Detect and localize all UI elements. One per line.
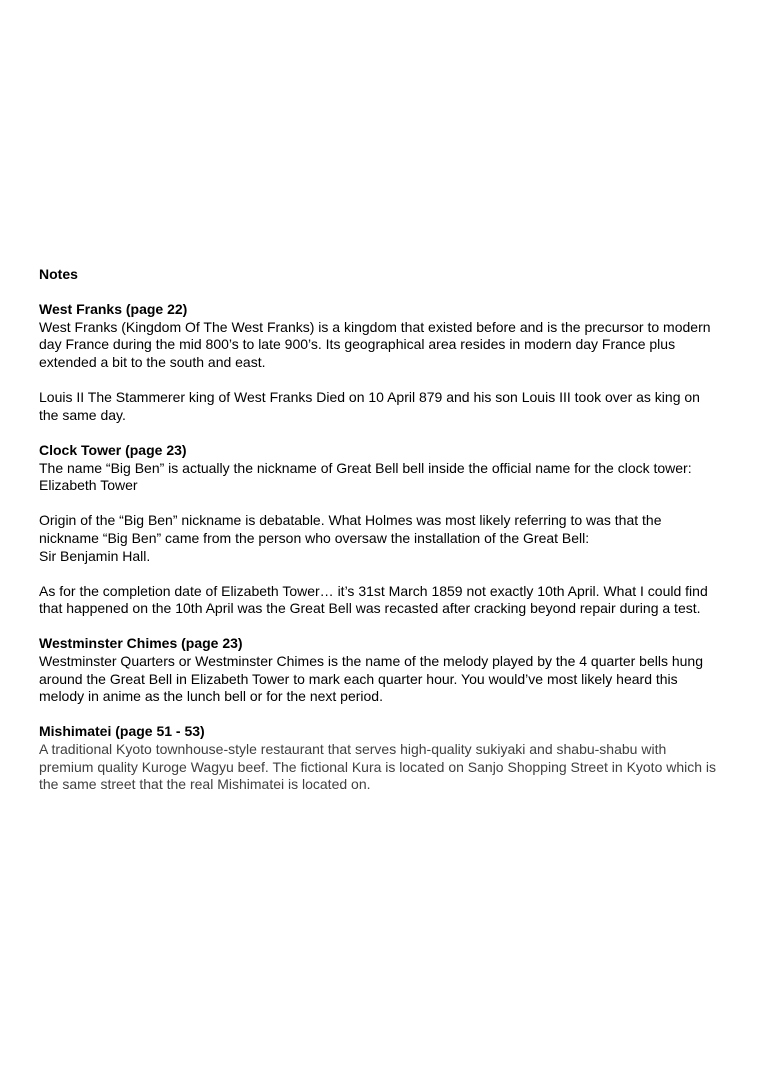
section-paragraph: West Franks (Kingdom Of The West Franks) is a kingdom that existed before and is the precursor to modern day France during the mid 800’s to late 900’s. Its geographical area resides in modern day France plus extended a bit to the south and east. <box>39 318 711 370</box>
section-heading: Clock Tower (page 23) <box>39 441 187 458</box>
section-westminster-chimes <box>39 635 723 705</box>
section-paragraph: Westminster Quarters or Westminster Chimes is the name of the melody played by the 4 quarter bells hung around the Great Bell in Elizabeth Tower to mark each quarter hour. You would’ve most likely heard this melody in anime as the lunch bell or for the next period. <box>39 653 704 705</box>
section-paragraph: Origin of the “Big Ben” nickname is debatable. What Holmes was most likely referring to was that the nickname “Big Ben” came from the person who oversaw the installation of the Great Bell: <box>39 512 662 546</box>
section-paragraph: The name “Big Ben” is actually the nickname of Great Bell bell inside the official name for the clock tower: Elizabeth Tower <box>39 459 692 494</box>
section-heading: West Franks (page 22) <box>39 301 188 318</box>
section-clock-tower <box>39 442 723 618</box>
section-mishimatei <box>39 723 723 793</box>
section-heading: Mishimatei (page 51 - 53) <box>39 723 205 740</box>
section-paragraph: As for the completion date of Elizabeth Tower… it’s 31st March 1859 not exactly 10th April. What I could find that happened on the 10th April was the Great Bell was recasted after cracking beyond repair during a test. <box>39 582 708 617</box>
section-heading: Westminster Chimes (page 23) <box>39 635 243 652</box>
section-paragraph: A traditional Kyoto townhouse-style restaurant that serves high-quality sukiyaki and shabu-shabu with premium quality Kuroge Wagyu beef. The fictional Kura is located on Sanjo Shopping Street in Kyoto which is the same street that the real Mishimatei is located on. <box>39 741 717 793</box>
notes-document <box>39 266 723 811</box>
section-west-franks <box>39 301 723 424</box>
section-paragraph: Sir Benjamin Hall. <box>39 547 151 564</box>
section-paragraph: Louis II The Stammerer king of West Franks Died on 10 April 879 and his son Louis III took over as king on the same day. <box>39 389 700 423</box>
page-title: Notes <box>39 266 78 282</box>
